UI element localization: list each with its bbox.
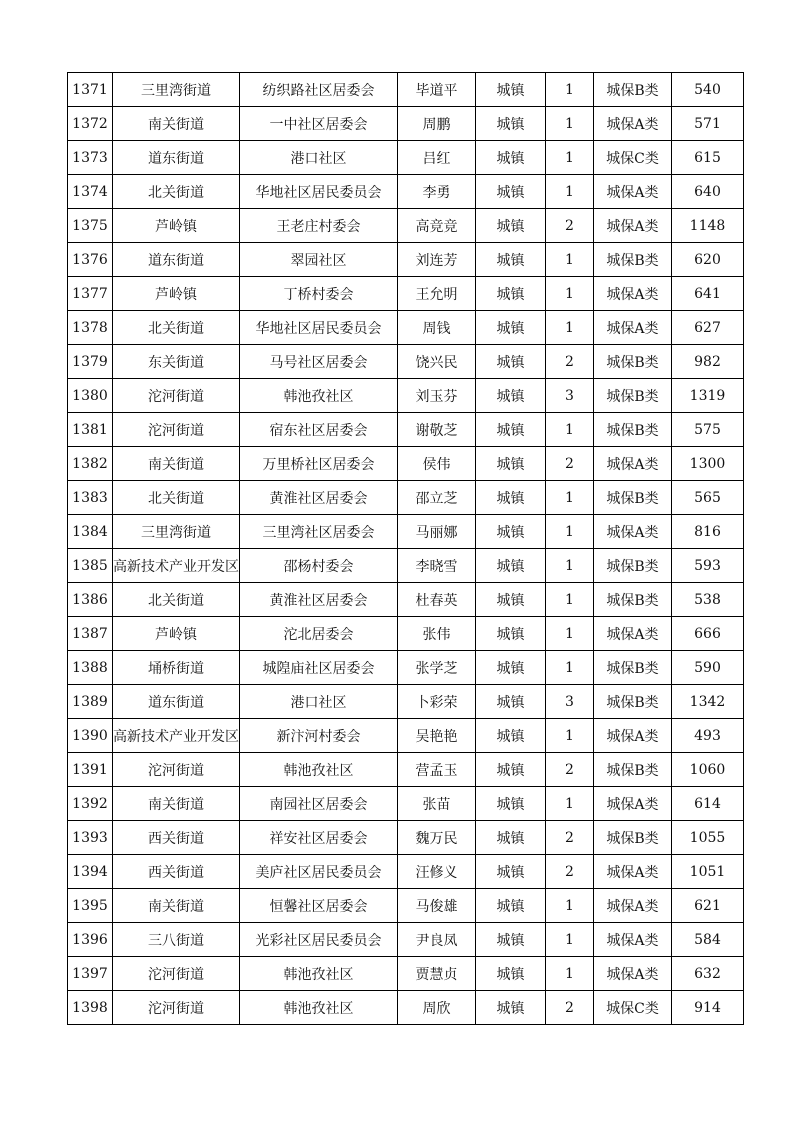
- household-size-cell: 2: [546, 855, 594, 889]
- name-cell: 马俊雄: [398, 889, 476, 923]
- name-cell: 吕红: [398, 141, 476, 175]
- serial-number-cell: 1374: [68, 175, 113, 209]
- household-size-cell: 1: [546, 73, 594, 107]
- area-type-cell: 城镇: [476, 379, 546, 413]
- street-cell: 芦岭镇: [113, 617, 240, 651]
- community-cell: 恒馨社区居委会: [240, 889, 398, 923]
- street-cell: 东关街道: [113, 345, 240, 379]
- household-size-cell: 2: [546, 447, 594, 481]
- community-cell: 港口社区: [240, 141, 398, 175]
- name-cell: 吴艳艳: [398, 719, 476, 753]
- category-cell: 城保A类: [594, 209, 672, 243]
- table-row: [68, 753, 744, 787]
- amount-cell: 641: [672, 277, 744, 311]
- community-cell: 黄淮社区居委会: [240, 583, 398, 617]
- category-cell: 城保A类: [594, 617, 672, 651]
- street-cell: 南关街道: [113, 447, 240, 481]
- household-size-cell: 1: [546, 923, 594, 957]
- amount-cell: 1319: [672, 379, 744, 413]
- street-cell: 芦岭镇: [113, 209, 240, 243]
- serial-number-cell: 1392: [68, 787, 113, 821]
- area-type-cell: 城镇: [476, 583, 546, 617]
- category-cell: 城保A类: [594, 175, 672, 209]
- area-type-cell: 城镇: [476, 447, 546, 481]
- community-cell: 南园社区居委会: [240, 787, 398, 821]
- household-size-cell: 1: [546, 141, 594, 175]
- assistance-list-table: [67, 72, 744, 1025]
- serial-number-cell: 1380: [68, 379, 113, 413]
- serial-number-cell: 1396: [68, 923, 113, 957]
- community-cell: 王老庄村委会: [240, 209, 398, 243]
- community-cell: 黄淮社区居委会: [240, 481, 398, 515]
- name-cell: 刘连芳: [398, 243, 476, 277]
- name-cell: 李晓雪: [398, 549, 476, 583]
- household-size-cell: 3: [546, 685, 594, 719]
- serial-number-cell: 1393: [68, 821, 113, 855]
- area-type-cell: 城镇: [476, 209, 546, 243]
- amount-cell: 540: [672, 73, 744, 107]
- category-cell: 城保A类: [594, 923, 672, 957]
- serial-number-cell: 1394: [68, 855, 113, 889]
- street-cell: 埇桥街道: [113, 651, 240, 685]
- table-row: [68, 413, 744, 447]
- street-cell: 南关街道: [113, 889, 240, 923]
- table-row: [68, 923, 744, 957]
- street-cell: 沱河街道: [113, 753, 240, 787]
- street-cell: 南关街道: [113, 787, 240, 821]
- household-size-cell: 2: [546, 345, 594, 379]
- community-cell: 城隍庙社区居委会: [240, 651, 398, 685]
- name-cell: 侯伟: [398, 447, 476, 481]
- serial-number-cell: 1377: [68, 277, 113, 311]
- area-type-cell: 城镇: [476, 549, 546, 583]
- name-cell: 刘玉芬: [398, 379, 476, 413]
- area-type-cell: 城镇: [476, 243, 546, 277]
- community-cell: 丁桥村委会: [240, 277, 398, 311]
- table-row: [68, 243, 744, 277]
- area-type-cell: 城镇: [476, 311, 546, 345]
- street-cell: 道东街道: [113, 685, 240, 719]
- category-cell: 城保B类: [594, 685, 672, 719]
- category-cell: 城保A类: [594, 447, 672, 481]
- amount-cell: 575: [672, 413, 744, 447]
- category-cell: 城保B类: [594, 345, 672, 379]
- area-type-cell: 城镇: [476, 855, 546, 889]
- household-size-cell: 1: [546, 549, 594, 583]
- household-size-cell: 1: [546, 175, 594, 209]
- serial-number-cell: 1384: [68, 515, 113, 549]
- amount-cell: 584: [672, 923, 744, 957]
- table-row: [68, 651, 744, 685]
- serial-number-cell: 1398: [68, 991, 113, 1025]
- community-cell: 纺织路社区居委会: [240, 73, 398, 107]
- amount-cell: 615: [672, 141, 744, 175]
- household-size-cell: 1: [546, 787, 594, 821]
- table-row: [68, 447, 744, 481]
- category-cell: 城保B类: [594, 413, 672, 447]
- amount-cell: 632: [672, 957, 744, 991]
- amount-cell: 493: [672, 719, 744, 753]
- name-cell: 营孟玉: [398, 753, 476, 787]
- area-type-cell: 城镇: [476, 685, 546, 719]
- area-type-cell: 城镇: [476, 889, 546, 923]
- street-cell: 高新技术产业开发区: [113, 549, 240, 583]
- household-size-cell: 1: [546, 957, 594, 991]
- area-type-cell: 城镇: [476, 821, 546, 855]
- serial-number-cell: 1385: [68, 549, 113, 583]
- street-cell: 三里湾街道: [113, 73, 240, 107]
- category-cell: 城保A类: [594, 787, 672, 821]
- serial-number-cell: 1397: [68, 957, 113, 991]
- household-size-cell: 1: [546, 583, 594, 617]
- area-type-cell: 城镇: [476, 515, 546, 549]
- serial-number-cell: 1379: [68, 345, 113, 379]
- community-cell: 翠园社区: [240, 243, 398, 277]
- area-type-cell: 城镇: [476, 277, 546, 311]
- household-size-cell: 1: [546, 719, 594, 753]
- amount-cell: 640: [672, 175, 744, 209]
- category-cell: 城保B类: [594, 651, 672, 685]
- serial-number-cell: 1387: [68, 617, 113, 651]
- name-cell: 王允明: [398, 277, 476, 311]
- table-row: [68, 549, 744, 583]
- table-row: [68, 719, 744, 753]
- serial-number-cell: 1389: [68, 685, 113, 719]
- area-type-cell: 城镇: [476, 481, 546, 515]
- street-cell: 沱河街道: [113, 413, 240, 447]
- serial-number-cell: 1373: [68, 141, 113, 175]
- amount-cell: 593: [672, 549, 744, 583]
- name-cell: 周鹏: [398, 107, 476, 141]
- serial-number-cell: 1378: [68, 311, 113, 345]
- amount-cell: 1148: [672, 209, 744, 243]
- name-cell: 张苗: [398, 787, 476, 821]
- table-row: [68, 141, 744, 175]
- area-type-cell: 城镇: [476, 651, 546, 685]
- amount-cell: 1060: [672, 753, 744, 787]
- table-row: [68, 209, 744, 243]
- category-cell: 城保C类: [594, 141, 672, 175]
- name-cell: 卜彩荣: [398, 685, 476, 719]
- community-cell: 马号社区居委会: [240, 345, 398, 379]
- area-type-cell: 城镇: [476, 719, 546, 753]
- category-cell: 城保A类: [594, 515, 672, 549]
- area-type-cell: 城镇: [476, 175, 546, 209]
- table-row: [68, 957, 744, 991]
- amount-cell: 914: [672, 991, 744, 1025]
- community-cell: 宿东社区居委会: [240, 413, 398, 447]
- amount-cell: 627: [672, 311, 744, 345]
- serial-number-cell: 1391: [68, 753, 113, 787]
- category-cell: 城保A类: [594, 957, 672, 991]
- area-type-cell: 城镇: [476, 345, 546, 379]
- name-cell: 高竞竞: [398, 209, 476, 243]
- household-size-cell: 3: [546, 379, 594, 413]
- area-type-cell: 城镇: [476, 73, 546, 107]
- area-type-cell: 城镇: [476, 991, 546, 1025]
- name-cell: 周钱: [398, 311, 476, 345]
- area-type-cell: 城镇: [476, 787, 546, 821]
- amount-cell: 621: [672, 889, 744, 923]
- street-cell: 北关街道: [113, 481, 240, 515]
- name-cell: 汪修义: [398, 855, 476, 889]
- category-cell: 城保C类: [594, 991, 672, 1025]
- table-body: [68, 73, 744, 1025]
- community-cell: 新汴河村委会: [240, 719, 398, 753]
- category-cell: 城保A类: [594, 277, 672, 311]
- name-cell: 魏万民: [398, 821, 476, 855]
- serial-number-cell: 1376: [68, 243, 113, 277]
- street-cell: 西关街道: [113, 855, 240, 889]
- community-cell: 美庐社区居民委员会: [240, 855, 398, 889]
- amount-cell: 1300: [672, 447, 744, 481]
- serial-number-cell: 1372: [68, 107, 113, 141]
- household-size-cell: 1: [546, 651, 594, 685]
- area-type-cell: 城镇: [476, 141, 546, 175]
- table-row: [68, 515, 744, 549]
- serial-number-cell: 1371: [68, 73, 113, 107]
- amount-cell: 1055: [672, 821, 744, 855]
- table-row: [68, 821, 744, 855]
- serial-number-cell: 1386: [68, 583, 113, 617]
- table-row: [68, 583, 744, 617]
- street-cell: 北关街道: [113, 311, 240, 345]
- household-size-cell: 1: [546, 277, 594, 311]
- area-type-cell: 城镇: [476, 923, 546, 957]
- area-type-cell: 城镇: [476, 617, 546, 651]
- street-cell: 道东街道: [113, 141, 240, 175]
- amount-cell: 614: [672, 787, 744, 821]
- category-cell: 城保A类: [594, 855, 672, 889]
- table-row: [68, 889, 744, 923]
- household-size-cell: 1: [546, 107, 594, 141]
- community-cell: 沱北居委会: [240, 617, 398, 651]
- table-row: [68, 685, 744, 719]
- household-size-cell: 1: [546, 889, 594, 923]
- category-cell: 城保B类: [594, 243, 672, 277]
- name-cell: 张伟: [398, 617, 476, 651]
- street-cell: 南关街道: [113, 107, 240, 141]
- name-cell: 张学芝: [398, 651, 476, 685]
- name-cell: 马丽娜: [398, 515, 476, 549]
- table-row: [68, 345, 744, 379]
- category-cell: 城保B类: [594, 583, 672, 617]
- table-row: [68, 855, 744, 889]
- category-cell: 城保B类: [594, 549, 672, 583]
- table-row: [68, 277, 744, 311]
- category-cell: 城保B类: [594, 379, 672, 413]
- category-cell: 城保A类: [594, 719, 672, 753]
- amount-cell: 1342: [672, 685, 744, 719]
- category-cell: 城保B类: [594, 821, 672, 855]
- street-cell: 三里湾街道: [113, 515, 240, 549]
- category-cell: 城保A类: [594, 311, 672, 345]
- table-row: [68, 175, 744, 209]
- street-cell: 三八街道: [113, 923, 240, 957]
- table-row: [68, 311, 744, 345]
- amount-cell: 565: [672, 481, 744, 515]
- amount-cell: 816: [672, 515, 744, 549]
- serial-number-cell: 1395: [68, 889, 113, 923]
- community-cell: 三里湾社区居委会: [240, 515, 398, 549]
- name-cell: 饶兴民: [398, 345, 476, 379]
- table-row: [68, 107, 744, 141]
- community-cell: 韩池孜社区: [240, 753, 398, 787]
- street-cell: 沱河街道: [113, 957, 240, 991]
- amount-cell: 666: [672, 617, 744, 651]
- community-cell: 港口社区: [240, 685, 398, 719]
- amount-cell: 590: [672, 651, 744, 685]
- community-cell: 祥安社区居委会: [240, 821, 398, 855]
- community-cell: 华地社区居民委员会: [240, 175, 398, 209]
- community-cell: 华地社区居民委员会: [240, 311, 398, 345]
- community-cell: 韩池孜社区: [240, 379, 398, 413]
- community-cell: 一中社区居委会: [240, 107, 398, 141]
- name-cell: 李勇: [398, 175, 476, 209]
- area-type-cell: 城镇: [476, 413, 546, 447]
- street-cell: 北关街道: [113, 583, 240, 617]
- category-cell: 城保A类: [594, 107, 672, 141]
- street-cell: 芦岭镇: [113, 277, 240, 311]
- household-size-cell: 1: [546, 481, 594, 515]
- table-row: [68, 481, 744, 515]
- table-row: [68, 991, 744, 1025]
- name-cell: 毕道平: [398, 73, 476, 107]
- serial-number-cell: 1381: [68, 413, 113, 447]
- household-size-cell: 2: [546, 753, 594, 787]
- household-size-cell: 1: [546, 243, 594, 277]
- household-size-cell: 1: [546, 413, 594, 447]
- street-cell: 沱河街道: [113, 379, 240, 413]
- area-type-cell: 城镇: [476, 107, 546, 141]
- category-cell: 城保A类: [594, 889, 672, 923]
- household-size-cell: 1: [546, 515, 594, 549]
- serial-number-cell: 1388: [68, 651, 113, 685]
- name-cell: 邵立芝: [398, 481, 476, 515]
- household-size-cell: 2: [546, 991, 594, 1025]
- community-cell: 韩池孜社区: [240, 991, 398, 1025]
- table-row: [68, 379, 744, 413]
- household-size-cell: 1: [546, 617, 594, 651]
- category-cell: 城保B类: [594, 481, 672, 515]
- community-cell: 邵杨村委会: [240, 549, 398, 583]
- street-cell: 高新技术产业开发区: [113, 719, 240, 753]
- street-cell: 北关街道: [113, 175, 240, 209]
- area-type-cell: 城镇: [476, 957, 546, 991]
- amount-cell: 538: [672, 583, 744, 617]
- serial-number-cell: 1382: [68, 447, 113, 481]
- household-size-cell: 2: [546, 209, 594, 243]
- name-cell: 谢敬芝: [398, 413, 476, 447]
- table-row: [68, 787, 744, 821]
- serial-number-cell: 1390: [68, 719, 113, 753]
- community-cell: 万里桥社区居委会: [240, 447, 398, 481]
- amount-cell: 620: [672, 243, 744, 277]
- street-cell: 沱河街道: [113, 991, 240, 1025]
- community-cell: 光彩社区居民委员会: [240, 923, 398, 957]
- household-size-cell: 1: [546, 311, 594, 345]
- category-cell: 城保B类: [594, 73, 672, 107]
- amount-cell: 1051: [672, 855, 744, 889]
- amount-cell: 982: [672, 345, 744, 379]
- table-row: [68, 617, 744, 651]
- amount-cell: 571: [672, 107, 744, 141]
- table-row: [68, 73, 744, 107]
- household-size-cell: 2: [546, 821, 594, 855]
- category-cell: 城保B类: [594, 753, 672, 787]
- street-cell: 道东街道: [113, 243, 240, 277]
- name-cell: 周欣: [398, 991, 476, 1025]
- serial-number-cell: 1383: [68, 481, 113, 515]
- name-cell: 尹良凤: [398, 923, 476, 957]
- community-cell: 韩池孜社区: [240, 957, 398, 991]
- name-cell: 贾慧贞: [398, 957, 476, 991]
- area-type-cell: 城镇: [476, 753, 546, 787]
- serial-number-cell: 1375: [68, 209, 113, 243]
- street-cell: 西关街道: [113, 821, 240, 855]
- name-cell: 杜春英: [398, 583, 476, 617]
